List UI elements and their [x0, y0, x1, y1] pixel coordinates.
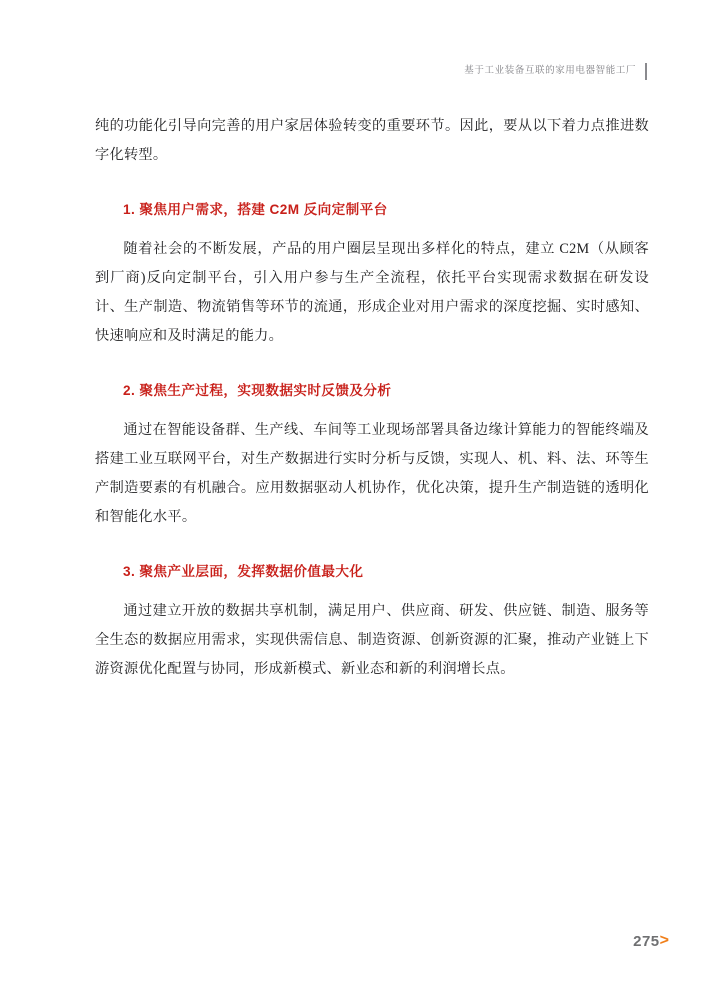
spacer [95, 170, 649, 198]
header-divider-rule [645, 63, 647, 80]
section-heading-2: 2. 聚焦生产过程，实现数据实时反馈及分析 [123, 383, 392, 398]
spacer [95, 532, 649, 560]
spacer [95, 403, 649, 416]
spacer [95, 351, 649, 379]
spacer [95, 584, 649, 597]
section-heading-1: 1. 聚焦用户需求，搭建 C2M 反向定制平台 [123, 202, 388, 217]
page-number: 275 [633, 933, 660, 950]
spacer [95, 222, 649, 235]
running-header-title: 基于工业装备互联的家用电器智能工厂 [464, 65, 636, 77]
section-paragraph-2: 通过在智能设备群、生产线、车间等工业现场部署具备边缘计算能力的智能终端及搭建工业互联网平台，对生产数据进行实时分析与反馈，实现人、机、料、法、环等生产制造要素的有机融合。应用数据驱动人机协作，优化决策，提升生产制造链的透明化和智能化水平。 [95, 422, 649, 525]
chevron-right-icon: > [659, 932, 669, 949]
running-header [464, 62, 647, 80]
text-column [95, 112, 649, 684]
intro-paragraph: 纯的功能化引导向完善的用户家居体验转变的重要环节。因此，要从以下着力点推进数字化转型。 [95, 118, 649, 163]
section-heading-3: 3. 聚焦产业层面，发挥数据价值最大化 [123, 564, 364, 579]
section-paragraph-1: 随着社会的不断发展，产品的用户圈层呈现出多样化的特点，建立 C2M（从顾客到厂商)反向定制平台，引入用户参与生产全流程，依托平台实现需求数据在研发设计、生产制造、物流销售等环节的流通，形成企业对用户需求的深度挖掘、实时感知、快速响应和及时满足的能力。 [95, 241, 649, 344]
section-paragraph-3: 通过建立开放的数据共享机制，满足用户、供应商、研发、供应链、制造、服务等全生态的数据应用需求，实现供需信息、制造资源、创新资源的汇聚，推动产业链上下游资源优化配置与协同，形成新模式、新业态和新的利润增长点。 [95, 603, 649, 677]
page-folio [633, 933, 669, 950]
